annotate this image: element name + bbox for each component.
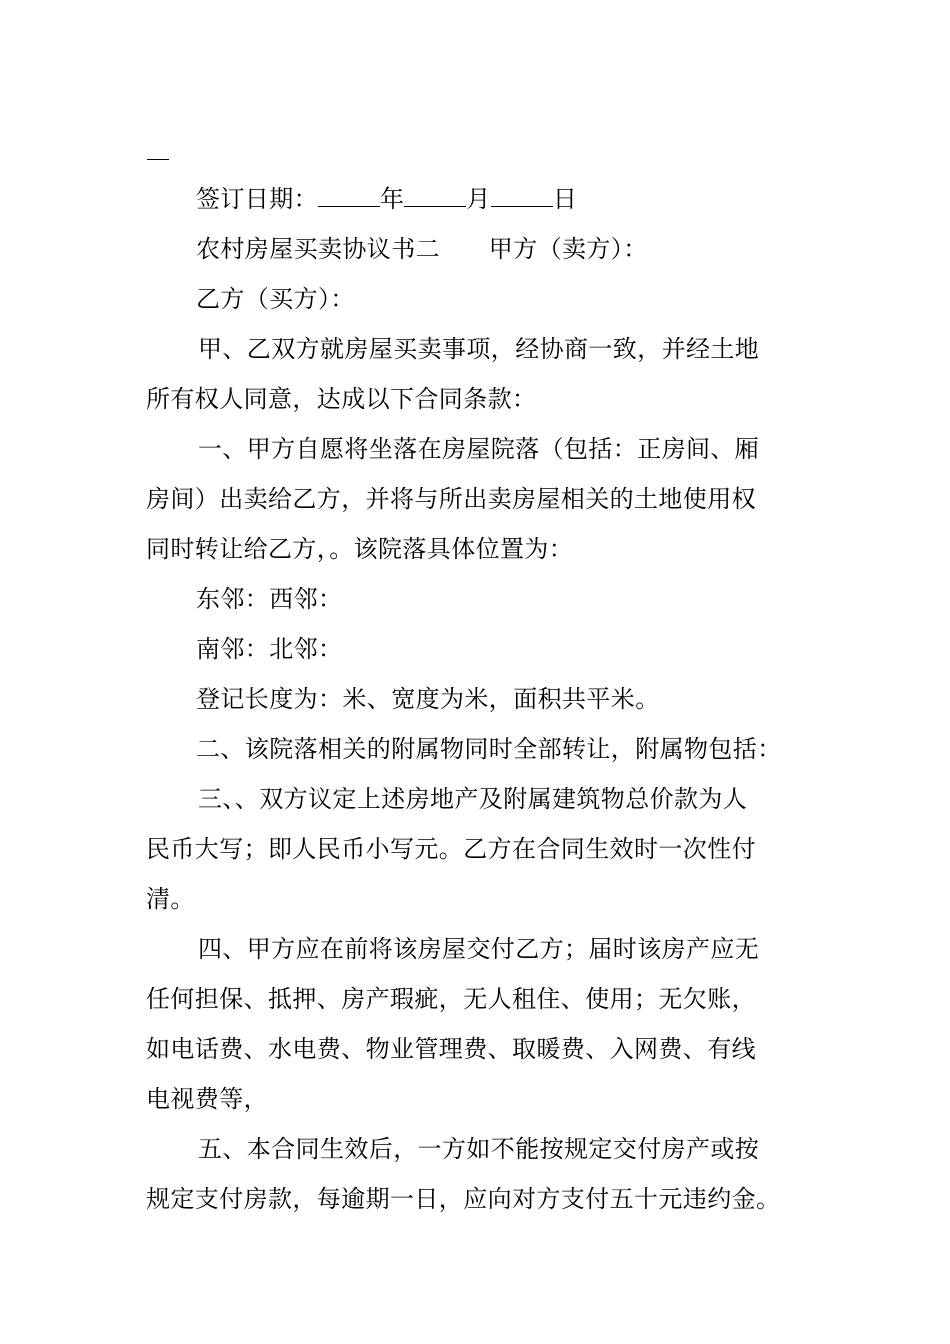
clause-4-line: 电视费等，	[146, 1085, 268, 1113]
clause-3-line: 三、、双方议定上述房地产及附属建筑物总价款为人	[198, 785, 748, 813]
south-north-neighbor-line: 南邻：北邻：	[196, 635, 343, 663]
title-and-party-a-line: 农村房屋买卖协议书二 甲方（卖方）：	[196, 235, 648, 263]
month-blank	[404, 184, 466, 207]
day-blank	[491, 184, 553, 207]
clause-1-line: 一、甲方自愿将坐落在房屋院落（包括：正房间、厢	[198, 435, 760, 463]
clause-4-line: 任何担保、抵押、房产瑕疵，无人租住、使用；无欠账，	[146, 985, 756, 1013]
signing-date-label: 签订日期：	[196, 185, 318, 213]
year-blank	[318, 184, 380, 207]
clause-5-line: 规定支付房款，每逾期一日，应向对方支付五十元违约金。	[146, 1185, 781, 1213]
dimensions-line: 登记长度为：米、宽度为米，面积共平米。	[196, 685, 660, 713]
clause-1-line: 房间）出卖给乙方，并将与所出卖房屋相关的土地使用权	[146, 485, 756, 513]
clause-2-line: 二、该院落相关的附属物同时全部转让，附属物包括：	[196, 735, 782, 763]
party-b-line: 乙方（买方）：	[196, 285, 355, 313]
clause-4-line: 四、甲方应在前将该房屋交付乙方；届时该房产应无	[198, 935, 760, 963]
intro-paragraph-line: 甲、乙双方就房屋买卖事项，经协商一致，并经土地	[198, 335, 760, 363]
clause-3-line: 清。	[146, 885, 195, 913]
clause-5-line: 五、本合同生效后，一方如不能按规定交付房产或按	[198, 1135, 760, 1163]
year-label: 年	[380, 185, 405, 213]
month-label: 月	[466, 185, 491, 213]
top-dash	[147, 159, 169, 160]
intro-paragraph-line: 所有权人同意，达成以下合同条款：	[146, 385, 537, 413]
day-label: 日	[552, 185, 578, 213]
signing-date-line	[196, 184, 577, 214]
clause-4-line: 如电话费、水电费、物业管理费、取暖费、入网费、有线	[146, 1035, 756, 1063]
clause-3-line: 民币大写；即人民币小写元。乙方在合同生效时一次性付	[146, 835, 756, 863]
clause-1-line: 同时转让给乙方，。该院落具体位置为：	[146, 535, 574, 563]
east-west-neighbor-line: 东邻：西邻：	[196, 585, 343, 613]
